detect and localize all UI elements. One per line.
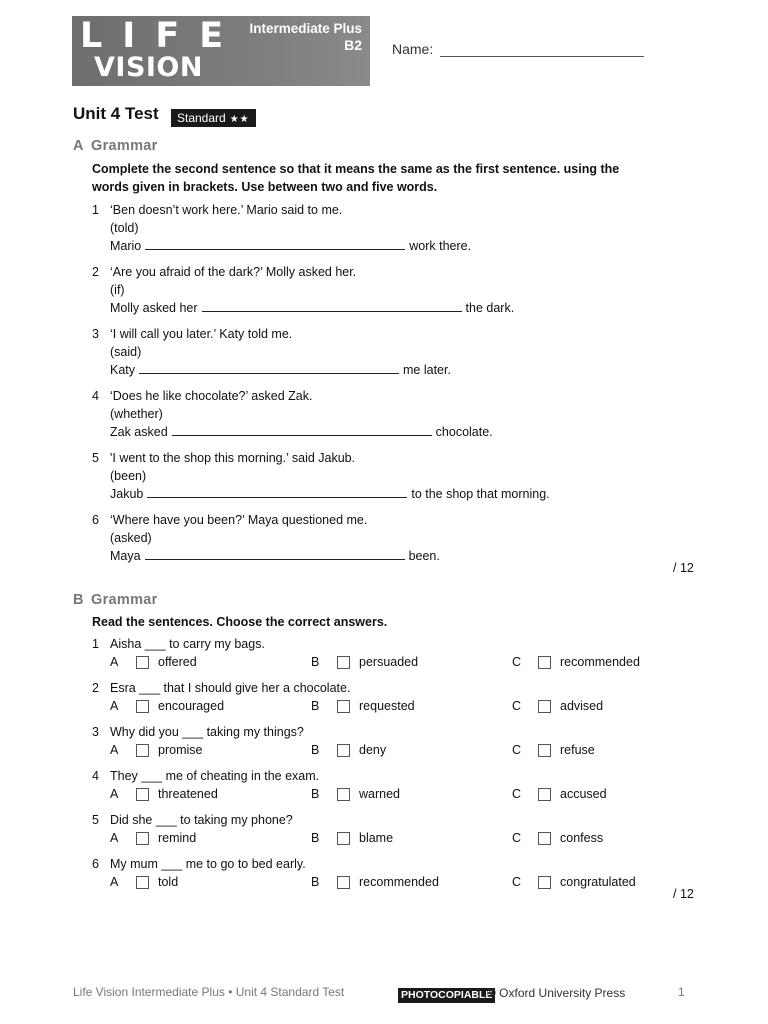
question-hint: (told) [110,221,139,235]
answer-option-a[interactable] [110,829,196,847]
option-letter: C [512,875,522,889]
checkbox-icon[interactable] [538,700,551,713]
question-body [110,449,550,503]
question-answer-line [110,299,514,317]
answer-blank[interactable] [145,547,405,560]
copyright-notice: © Oxford University Press [487,986,626,1000]
question-answer-line [110,547,440,565]
star-icons: ★★ [229,114,250,125]
question-body [110,201,471,255]
unit-title: Unit 4 Test [73,104,159,123]
question-quote: ‘I will call you later.’ Katy told me. [110,327,293,341]
option-text: deny [359,743,387,757]
mc-question-number: 5 [92,813,99,827]
answer-prefix: Molly asked her [110,301,198,315]
mc-question-number: 3 [92,725,99,739]
option-text: remind [158,831,197,845]
question-body [110,325,451,379]
checkbox-icon[interactable] [136,876,149,889]
mc-question [92,767,319,785]
option-text: blame [359,831,394,845]
question-hint: (if) [110,283,125,297]
question-answer-line [110,237,471,255]
question-answer-line [110,423,493,441]
question-quote: ‘Where have you been?’ Maya questioned me. [110,513,368,527]
question-hint: (whether) [110,407,163,421]
mc-question-number: 4 [92,769,99,783]
checkbox-icon[interactable] [337,656,350,669]
section-b-instruction: Read the sentences. Choose the correct answers. [92,615,388,629]
mc-question [92,723,304,741]
question-quote: ‘Are you afraid of the dark?’ Molly asked her. [110,265,357,279]
mc-question-text: They ___ me of cheating in the exam. [110,769,320,783]
level-name: Intermediate Plus [249,21,362,36]
answer-blank[interactable] [139,361,399,374]
checkbox-icon[interactable] [136,788,149,801]
answer-suffix: chocolate. [435,425,493,439]
option-text: advised [560,699,604,713]
section-a-heading [73,138,158,154]
checkbox-icon[interactable] [538,744,551,757]
answer-blank[interactable] [147,485,407,498]
photocopiable-badge: PHOTOCOPIABLE [398,988,495,1003]
answer-blank[interactable] [145,237,405,250]
checkbox-icon[interactable] [337,832,350,845]
answer-option-a[interactable] [110,785,218,803]
answer-option-c[interactable] [512,697,603,715]
checkbox-icon[interactable] [337,876,350,889]
question-number: 2 [92,265,99,279]
mc-question-number: 1 [92,637,99,651]
option-letter: A [110,875,119,889]
option-text: congratulated [560,875,636,889]
question-number: 5 [92,451,99,465]
checkbox-icon[interactable] [538,656,551,669]
section-b-title: Grammar [91,592,158,608]
section-b-score: / 12 [673,887,694,901]
option-text: encouraged [158,699,225,713]
answer-prefix: Zak asked [110,425,168,439]
answer-option-c[interactable] [512,829,603,847]
question-answer-line [110,361,451,379]
name-field-line[interactable] [440,56,644,57]
section-a-letter: A [73,138,84,154]
answer-option-b[interactable] [311,697,415,715]
option-text: threatened [158,787,218,801]
logo-vision-text: VISION [94,52,203,83]
option-letter: C [512,699,522,713]
option-letter: B [311,831,320,845]
answer-option-c[interactable] [512,785,607,803]
mc-question [92,679,350,697]
option-letter: C [512,787,522,801]
answer-suffix: me later. [403,363,451,377]
question-number: 1 [92,203,99,217]
mc-question [92,635,265,653]
section-b-letter: B [73,592,84,608]
checkbox-icon[interactable] [136,656,149,669]
option-letter: B [311,699,320,713]
mc-question-number: 6 [92,857,99,871]
question-body [110,387,493,441]
option-text: offered [158,655,197,669]
option-letter: B [311,875,320,889]
mc-question-text: Did she ___ to taking my phone? [110,813,293,827]
question-quote: ‘Ben doesn’t work here.’ Mario said to me. [110,203,343,217]
level-code: B2 [344,37,362,53]
question-quote: 'I went to the shop this morning.’ said Jakub. [110,451,356,465]
mc-question [92,855,306,873]
checkbox-icon[interactable] [337,788,350,801]
option-letter: A [110,655,119,669]
checkbox-icon[interactable] [136,744,149,757]
section-a-title: Grammar [91,138,158,154]
question-number: 6 [92,513,99,527]
checkbox-icon[interactable] [136,700,149,713]
option-letter: A [110,831,119,845]
footer-course-title: Life Vision Intermediate Plus • Unit 4 Standard Test [73,985,345,999]
life-vision-logo [72,16,370,86]
option-letter: B [311,787,320,801]
answer-option-b[interactable] [311,741,386,759]
question-body [110,263,514,317]
level-label [249,21,362,53]
checkbox-icon[interactable] [538,876,551,889]
section-b-heading [73,592,158,608]
answer-prefix: Jakub [110,487,144,501]
answer-option-c[interactable] [512,741,595,759]
answer-blank[interactable] [172,423,432,436]
option-letter: A [110,787,119,801]
option-text: persuaded [359,655,419,669]
option-text: refuse [560,743,595,757]
mc-question-text: My mum ___ me to go to bed early. [110,857,306,871]
section-a-instruction: Complete the second sentence so that it means the same as the first sentence. using the words given in brackets. Use between two and five words. [92,162,620,194]
answer-suffix: the dark. [465,301,515,315]
option-letter: A [110,743,119,757]
checkbox-icon[interactable] [538,788,551,801]
answer-blank[interactable] [202,299,462,312]
checkbox-icon[interactable] [337,700,350,713]
option-letter: C [512,831,522,845]
option-text: recommended [359,875,439,889]
answer-option-a[interactable] [110,697,224,715]
mc-question-text: Esra ___ that I should give her a chocolate. [110,681,351,695]
answer-option-b[interactable] [311,873,439,891]
option-letter: A [110,699,119,713]
option-text: confess [560,831,604,845]
option-letter: C [512,655,522,669]
answer-prefix: Maya [110,549,141,563]
answer-option-c[interactable] [512,653,640,671]
question-number: 3 [92,327,99,341]
badge-label: Standard [177,111,226,125]
checkbox-icon[interactable] [136,832,149,845]
question-hint: (asked) [110,531,152,545]
answer-prefix: Mario [110,239,142,253]
option-text: warned [359,787,400,801]
option-letter: B [311,743,320,757]
answer-prefix: Katy [110,363,136,377]
answer-option-a[interactable] [110,653,197,671]
answer-suffix: to the shop that morning. [411,487,550,501]
mc-question-text: Aisha ___ to carry my bags. [110,637,265,651]
standard-badge [171,109,256,127]
answer-option-a[interactable] [110,873,178,891]
question-body [110,511,440,565]
page-number: 1 [678,985,685,999]
answer-suffix: been. [408,549,440,563]
mc-question-text: Why did you ___ taking my things? [110,725,304,739]
option-text: requested [359,699,415,713]
logo-life-text: LIFE [80,16,244,56]
answer-option-c[interactable] [512,873,636,891]
answer-option-b[interactable] [311,785,400,803]
option-letter: C [512,743,522,757]
answer-option-b[interactable] [311,829,393,847]
section-a-score: / 12 [673,561,694,575]
question-quote: ‘Does he like chocolate?’ asked Zak. [110,389,313,403]
option-text: recommended [560,655,640,669]
mc-question-number: 2 [92,681,99,695]
option-text: accused [560,787,607,801]
option-letter: B [311,655,320,669]
question-hint: (been) [110,469,147,483]
option-text: told [158,875,179,889]
name-label: Name: [392,41,434,57]
option-text: promise [158,743,203,757]
answer-option-a[interactable] [110,741,202,759]
checkbox-icon[interactable] [538,832,551,845]
mc-question [92,811,293,829]
checkbox-icon[interactable] [337,744,350,757]
answer-option-b[interactable] [311,653,418,671]
question-hint: (said) [110,345,142,359]
question-answer-line [110,485,550,503]
answer-suffix: work there. [409,239,472,253]
question-number: 4 [92,389,99,403]
